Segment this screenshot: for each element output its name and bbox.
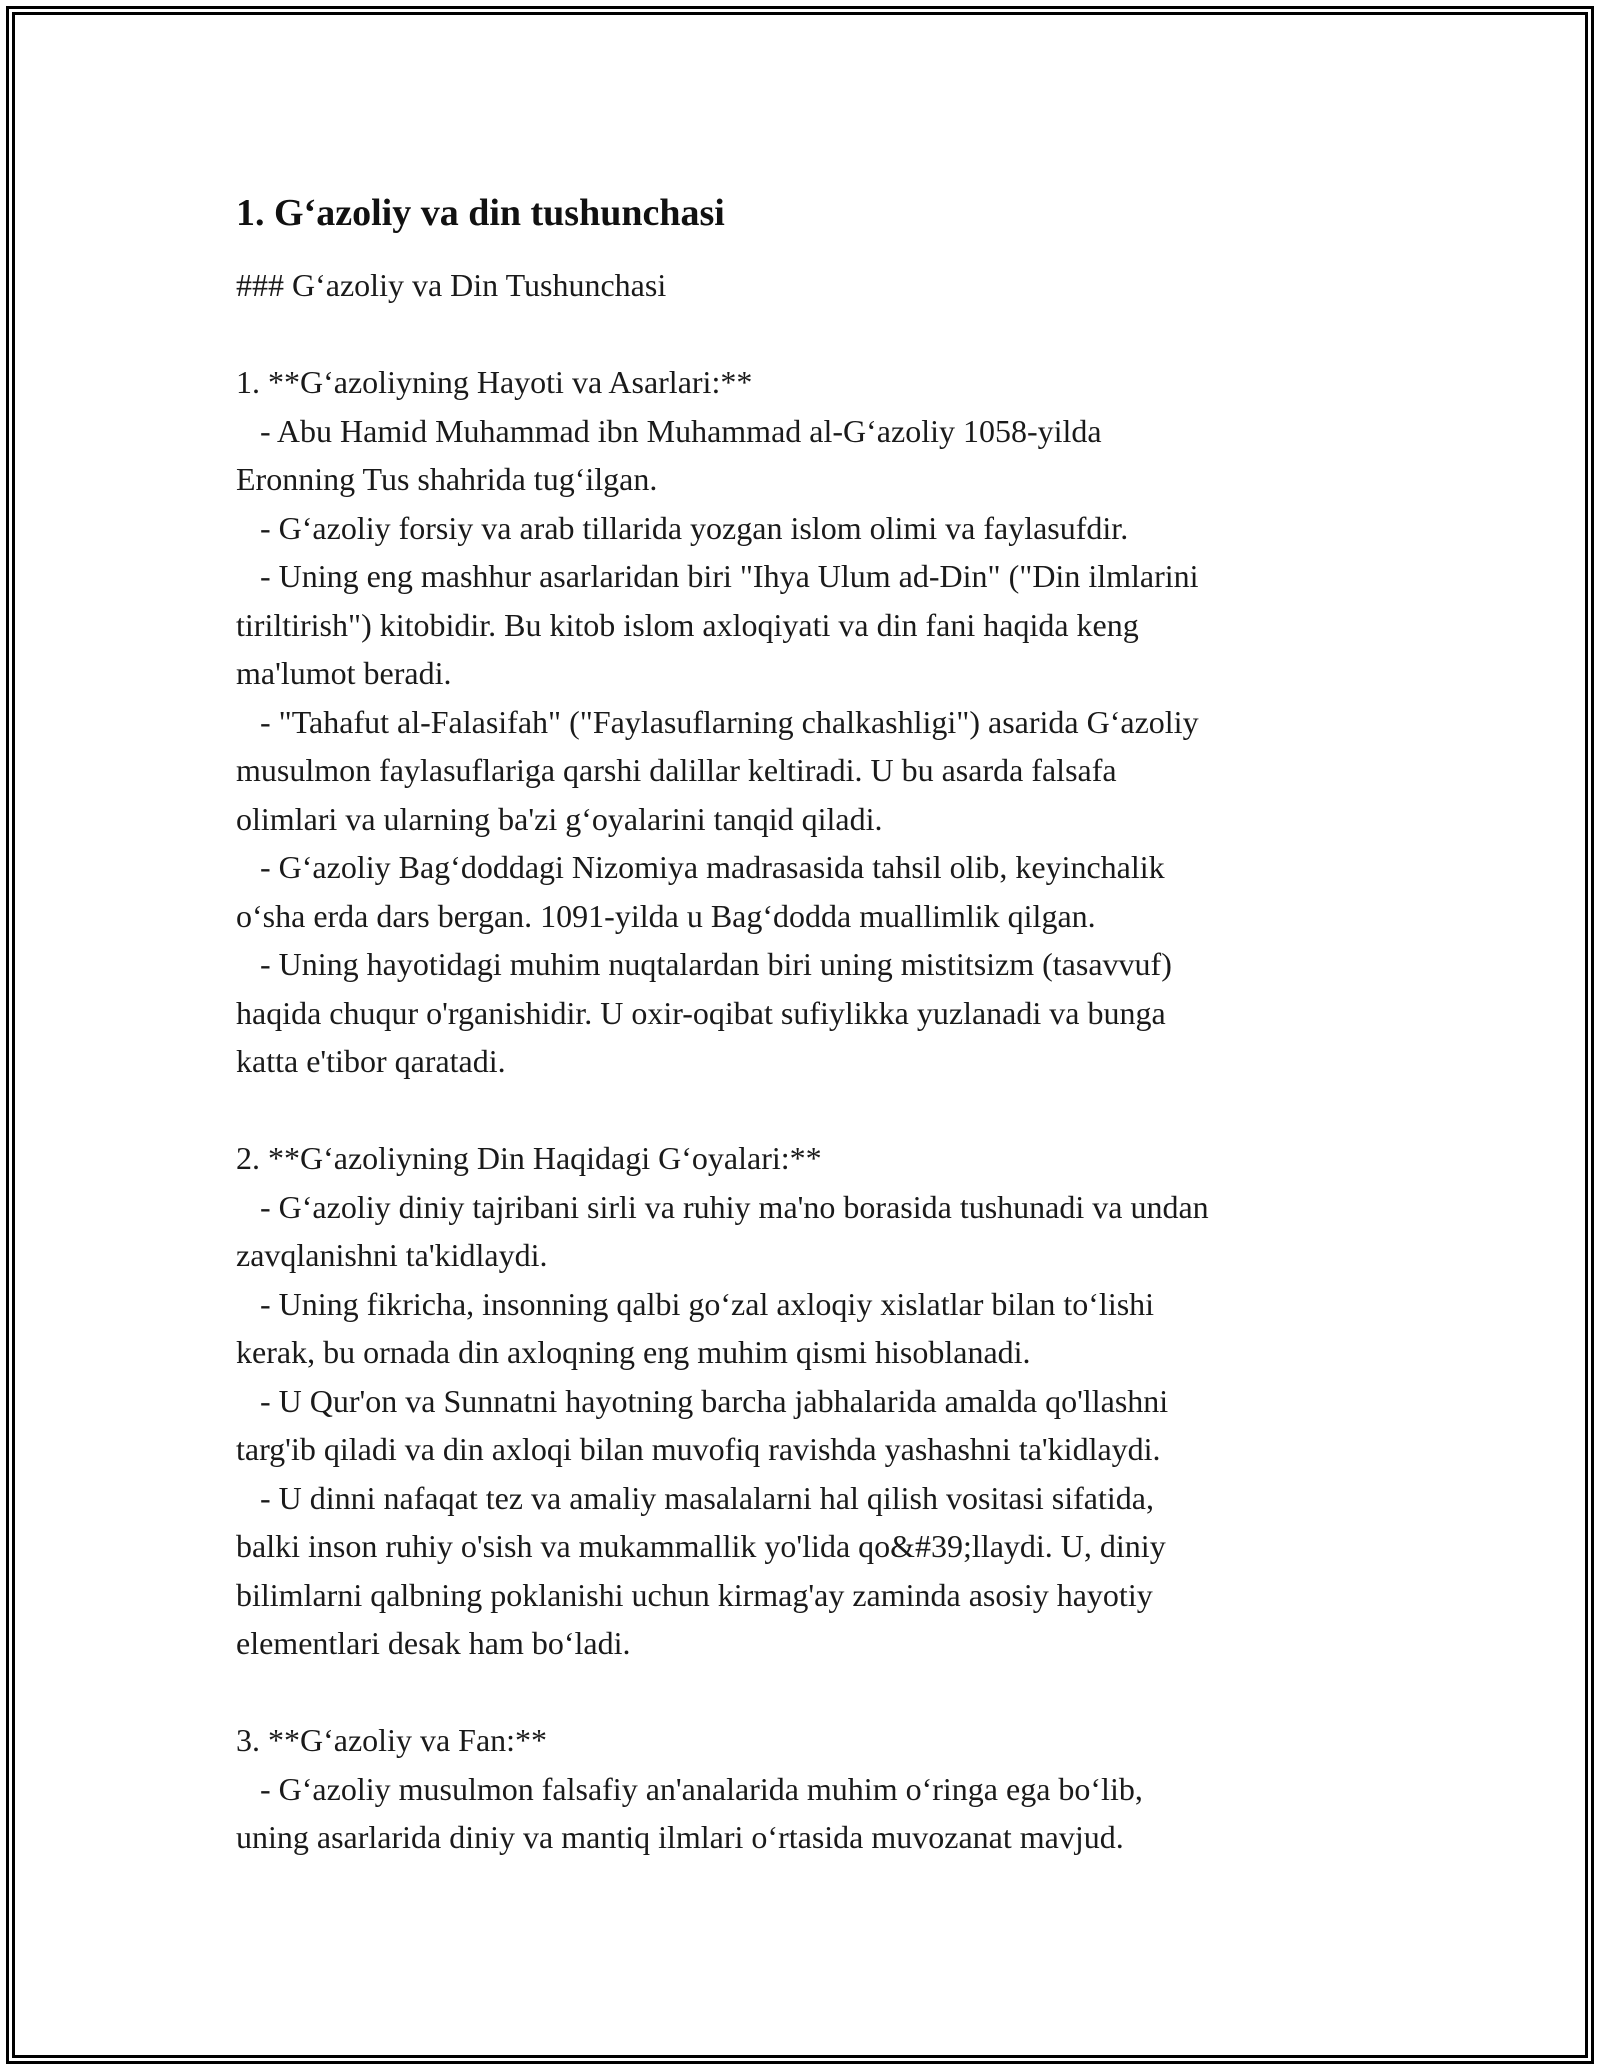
text-line: haqida chuqur o'rganishidir. U oxir-oqibat sufiylikka yuzlanadi va bunga (236, 994, 1166, 1031)
document-page (236, 185, 1366, 1862)
text-line: bilimlarni qalbning poklanishi uchun kirmag'ay zaminda asosiy hayotiy (236, 1576, 1153, 1613)
text-line: Eronning Tus shahrida tug‘ilgan. (236, 461, 658, 497)
text-line: 3. **G‘azoliy va Fan:** (236, 1722, 548, 1758)
text-line: targ'ib qiladi va din axloqi bilan muvofiq ravishda yashashni ta'kidlaydi. (236, 1431, 1161, 1467)
text-line: - G‘azoliy musulmon falsafiy an'analarida muhim o‘ringa ega bo‘lib, (236, 1770, 1143, 1807)
text-line: ### G‘azoliy va Din Tushunchasi (236, 267, 667, 303)
text-line: musulmon faylasuflariga qarshi dalillar keltiradi. U bu asarda falsafa (236, 752, 1117, 788)
text-line: ma'lumot beradi. (236, 655, 452, 691)
text-line: - Uning hayotidagi muhim nuqtalardan biri uning mistitsizm (tasavvuf) (236, 946, 1172, 982)
text-line: - Uning fikricha, insonning qalbi go‘zal axloqiy xislatlar bilan to‘lishi (236, 1285, 1155, 1322)
text-line: o‘sha erda dars bergan. 1091-yilda u Bag‘dodda muallimlik qilgan. (236, 897, 1096, 934)
text-line: zavqlanishni ta'kidlaydi. (236, 1237, 548, 1273)
text-line: tiriltirish") kitobidir. Bu kitob islom axloqiyati va din fani haqida keng (236, 606, 1139, 643)
text-line: - G‘azoliy forsiy va arab tillarida yozgan islom olimi va faylasufdir. (236, 509, 1129, 546)
text-line: balki inson ruhiy o'sish va mukammallik yo'lida qo&#39;llaydi. U, diniy (236, 1528, 1166, 1564)
text-line: olimlari va ularning ba'zi g‘oyalarini tanqid qiladi. (236, 800, 883, 837)
text-line: kerak, bu ornada din axloqning eng muhim qismi hisoblanadi. (236, 1334, 1031, 1370)
text-line: 1. **G‘azoliyning Hayoti va Asarlari:** (236, 364, 753, 400)
text-line: - G‘azoliy Bag‘doddagi Nizomiya madrasasida tahsil olib, keyinchalik (236, 849, 1165, 885)
document-title: 1. G‘azoliy va din tushunchasi (236, 192, 725, 234)
text-line: - Uning eng mashhur asarlaridan biri "Ihya Ulum ad-Din" ("Din ilmlarini (236, 558, 1199, 594)
text-line: - "Tahafut al-Falasifah" ("Faylasuflarning chalkashligi") asarida G‘azoliy (236, 703, 1199, 740)
document-body (236, 261, 1366, 1862)
text-line (236, 1086, 1366, 1135)
text-line: uning asarlarida diniy va mantiq ilmlari o‘rtasida muvozanat mavjud. (236, 1819, 1124, 1855)
text-line: - G‘azoliy diniy tajribani sirli va ruhiy ma'no borasida tushunadi va undan (236, 1188, 1209, 1225)
text-line: katta e'tibor qaratadi. (236, 1043, 506, 1079)
text-line (236, 1668, 1366, 1717)
text-line: - U dinni nafaqat tez va amaliy masalalarni hal qilish vositasi sifatida, (236, 1479, 1154, 1516)
text-line: - Abu Hamid Muhammad ibn Muhammad al-G‘azoliy 1058-yilda (236, 412, 1102, 449)
text-line: - U Qur'on va Sunnatni hayotning barcha jabhalarida amalda qo'llashni (236, 1382, 1169, 1419)
text-line: elementlari desak ham bo‘ladi. (236, 1625, 631, 1661)
text-line: 2. **G‘azoliyning Din Haqidagi G‘oyalari:** (236, 1140, 822, 1176)
text-line (236, 310, 1366, 359)
